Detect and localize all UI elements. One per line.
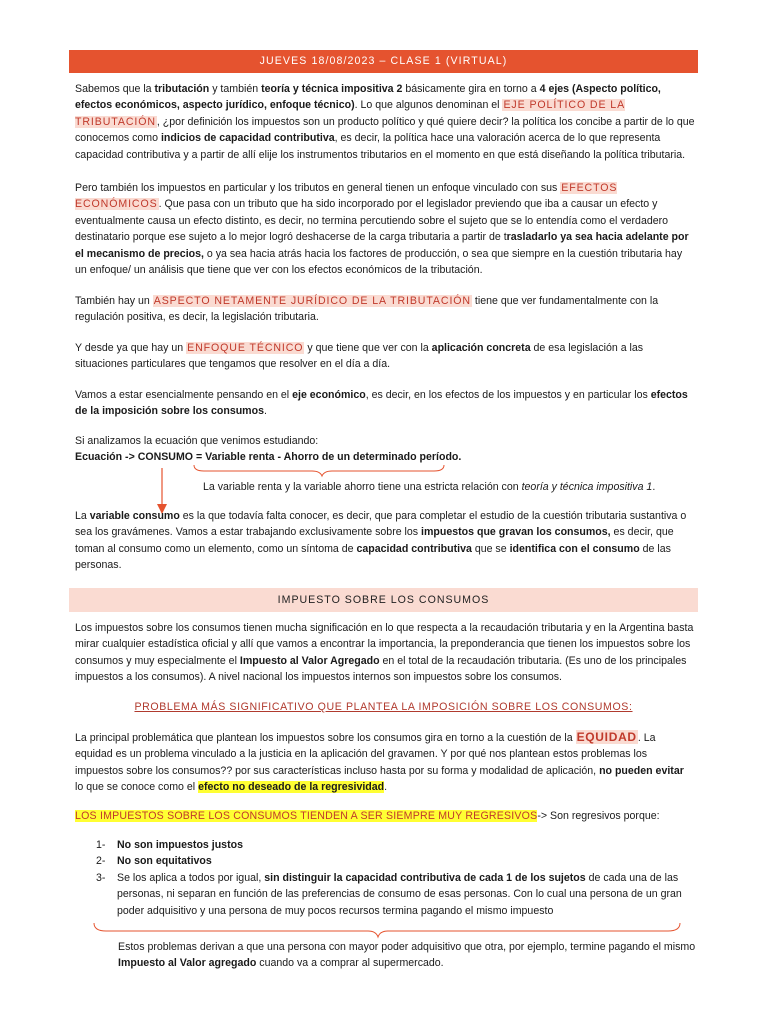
text: es decir, que toman al consumo como un elemento, como un síntoma de: [75, 526, 674, 555]
text: tiene que ver fundamentalmente con la regulación positiva, es decir, la legislación tributaria.: [75, 295, 659, 324]
bold-text: capacidad contributiva: [356, 542, 472, 555]
bold-text: indicios de capacidad contributiva: [160, 132, 335, 145]
text: de las personas.: [75, 542, 671, 572]
text: cuando va a comprar al supermercado.: [256, 957, 444, 970]
italic-text: teoría y técnica impositiva 1: [521, 481, 653, 493]
bold-text: identifica con el consumo: [509, 542, 640, 555]
paragraph-equation: [75, 433, 695, 466]
bold-text: rasladarlo ya sea hacia adelante por el mecanismo de precios,: [75, 231, 689, 260]
list-number: 3-: [96, 871, 106, 884]
bold-text: impuestos que gravan los consumos,: [421, 526, 611, 539]
paragraph-regressive: [75, 808, 695, 824]
text: La variable renta y la variable ahorro tiene una estricta relación con: [203, 481, 522, 493]
annotation-renta-ahorro: [203, 479, 683, 495]
text: lo que se conoce como el: [75, 781, 199, 794]
text: .: [652, 481, 656, 493]
text: Si analizamos la ecuación que venimos estudiando:: [75, 435, 319, 447]
highlight-equity: EQUIDAD: [576, 730, 637, 744]
paragraph-equity: [75, 729, 695, 796]
paragraph-consumption-taxes: [75, 620, 695, 686]
text: en el total de la recaudación tributaria. (Es uno de los principales impuestos a los consumos). A nivel nacional los impuestos internos son impuestos sobre los consumos.: [75, 654, 687, 684]
list-item: [96, 870, 696, 919]
bold-text: teoría y técnica impositiva 2: [261, 83, 403, 95]
yellow-highlight-regressivity: efecto no deseado de la regresividad: [198, 781, 385, 794]
text: Estos problemas derivan a que una persona con mayor poder adquisitivo que otra, por ejemplo, termine pagando el mismo: [118, 941, 696, 953]
text: También hay un: [75, 295, 153, 307]
equation-text: Ecuación -> CONSUMO = Variable renta - Ahorro de un determinado período.: [75, 451, 462, 464]
list-item-text: de cada una de las personas, ni separan en función de las preferencias de consumo de esas personas. Con lo cual una persona de un gran poder adquisitivo y una persona de muy pocos recursos termina pagando el mismo impuesto: [117, 871, 682, 917]
list-item-text: Se los aplica a todos por igual,: [117, 871, 265, 884]
bold-text: tributación: [154, 83, 210, 95]
text: Pero también los impuestos en particular y los tributos en general tienen un enfoque vinculado con sus: [75, 182, 561, 194]
text: que se: [471, 542, 510, 555]
yellow-highlight-regressive-taxes: LOS IMPUESTOS SOBRE LOS CONSUMOS TIENDEN A SER SIEMPRE MUY REGRESIVOS: [75, 810, 538, 822]
text: de esa legislación a las situaciones particulares que tengamos que resolver en el día a día.: [75, 342, 644, 371]
problem-heading: PROBLEMA MÁS SIGNIFICATIVO QUE PLANTEA LA IMPOSICIÓN SOBRE LOS CONSUMOS:: [134, 701, 633, 713]
text: La: [75, 510, 90, 522]
bold-text: aplicación concreta: [431, 342, 531, 354]
text: .: [384, 781, 388, 794]
text: Sabemos que la: [75, 83, 155, 95]
text: .: [263, 405, 267, 418]
bold-text: sin distinguir la capacidad contributiva de cada 1 de los sujetos: [264, 871, 586, 884]
text: Vamos a estar esencialmente pensando en el: [75, 389, 293, 401]
text: . Lo que algunos denominan el: [354, 99, 503, 112]
text: -> Son regresivos porque:: [537, 810, 660, 822]
text: o ya sea hacia atrás hacia los factores de producción, o sea que siempre en la cuestión tributaria hay un enfoque/ un análisis que tiene que ver con los efectos económicos de la tributación.: [75, 247, 683, 277]
text: básicamente gira en torno a: [402, 83, 540, 95]
text: . La equidad es un problema vinculado a la justicia en la aplicación del gravamen. Y por qué nos plantean estos problemas los impuestos sobre los consumos?? por sus características incluso hasta por su forma y modalidad de aplicación,: [75, 732, 656, 777]
bold-text: no pueden evitar: [599, 764, 684, 777]
class-header-banner: [69, 50, 698, 73]
text: Los impuestos sobre los consumos tienen mucha significación en lo que respecta a la recaudación tributaria y en la Argentina basta mirar cualquier estadística oficial y allí que vamos a encontrar la importancia, la preponderancia que tienen los impuestos sobre los consumos y muy especialmente el: [75, 622, 694, 667]
bold-text: eje económico: [292, 389, 366, 401]
highlight-legal-aspect: ASPECTO NETAMENTE JURÍDICO DE LA TRIBUTACIÓN: [153, 295, 471, 307]
text: . Que pasa con un tributo que ha sido incorporado por el legislador previendo que iba a causar un efecto y eventualmente causa un efecto distinto, es decir, no termina percutiendo sobre el sujeto que se lo entendía como el verdadero destinatario porque ese sujeto a lo mejor logró deshacerse de la carga tributaria a partir de t: [75, 198, 669, 244]
bold-text: Impuesto al Valor Agregado: [239, 654, 380, 667]
bold-text: efectos de la imposición sobre los consumos: [75, 389, 688, 418]
list-item-text: No son impuestos justos: [117, 839, 243, 851]
list-item-text: No son equitativos: [117, 855, 212, 868]
text: Y desde ya que hay un: [75, 342, 187, 354]
class-header-title: JUEVES 18/08/2023 – CLASE 1 (VIRTUAL): [259, 55, 508, 67]
paragraph-legal-aspect: [75, 293, 695, 326]
text: , es decir, la política hace una valoración acerca de lo que representa capacidad contributiva y a partir de allí elije los instrumentos tributarios en el momento en que está diseñando la política tributaria.: [75, 132, 686, 161]
paragraph-technical-approach: [75, 340, 695, 373]
list-item: [96, 853, 696, 869]
text: La principal problemática que plantean los impuestos sobre los consumos gira en torno a la cuestión de la: [75, 732, 576, 744]
section-banner: [69, 588, 698, 612]
paragraph-four-axes: [75, 81, 695, 163]
paragraph-consumption-variable: [75, 508, 695, 574]
highlight-political-axis: EJE POLÍTICO DE LA TRIBUTACIÓN: [75, 99, 626, 128]
bold-text: 4 ejes (Aspecto político, efectos económicos, aspecto jurídico, enfoque técnico): [75, 83, 661, 112]
section-title: IMPUESTO SOBRE LOS CONSUMOS: [277, 594, 490, 606]
text: , ¿por definición los impuestos son un producto político y qué quiere decir? la política los concibe a partir de lo que conocemos como: [75, 115, 695, 145]
list-number: 2-: [96, 855, 106, 868]
highlight-technical-approach: ENFOQUE TÉCNICO: [187, 342, 304, 354]
paragraph-economic-effects: [75, 180, 695, 278]
text: es la que todavía falta conocer, es decir, que para completar el estudio de la cuestión tributaria sustantiva o sea los gravámenes. Vamos a estar trabajando exclusivamente sobre los: [75, 510, 687, 539]
annotation-purchasing-power: [118, 939, 703, 972]
text: y que tiene que ver con la: [304, 342, 432, 354]
text: , es decir, en los efectos de los impuestos y en particular los: [365, 389, 651, 401]
highlight-economic-effects: EFECTOS ECONÓMICOS: [75, 182, 618, 211]
bold-text: Impuesto al Valor agregado: [118, 957, 257, 970]
list-number: 1-: [96, 839, 106, 851]
paragraph-economic-axis: [75, 387, 695, 420]
bold-text: variable consumo: [89, 510, 180, 522]
text: y también: [209, 83, 262, 95]
list-item: [96, 837, 696, 853]
regressive-reasons-list: [96, 837, 696, 919]
